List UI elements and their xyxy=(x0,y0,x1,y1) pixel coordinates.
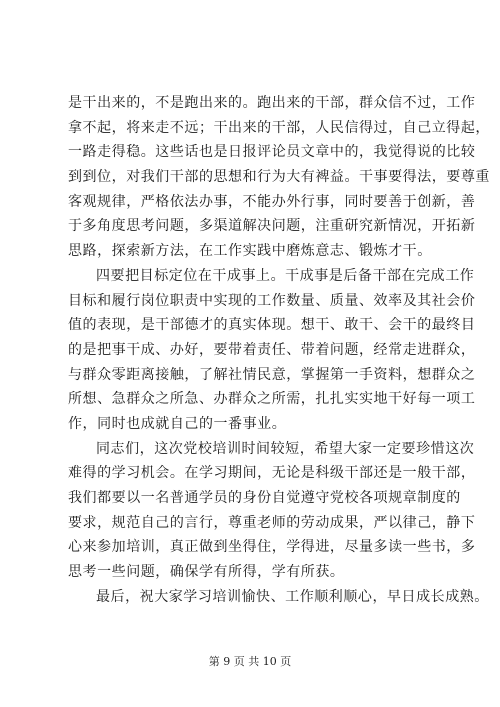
text-line: 思考一些问题，确保学有所得，学有所获。 xyxy=(68,564,345,581)
text-line: 是干出来的，不是跑出来的。跑出来的干部，群众信不过，工作 xyxy=(68,95,476,111)
document-body xyxy=(68,91,490,609)
text-line: 值的表现，是干部德才的真实体现。想干、敢干、会干的最终目 xyxy=(68,317,476,334)
text-line: 拿不起，将来走不远；干出来的干部，人民信得过，自己立得起， xyxy=(68,119,490,136)
text-line: 同志们，这次党校培训时间较短，希望大家一定要珍惜这次 xyxy=(96,440,475,457)
text-line: 思路，探索新方法，在工作实践中磨炼意志、锻炼才干。 xyxy=(68,243,432,260)
text-line: 的是把事干成、办好，要带着责任、带着问题，经常走进群众， xyxy=(68,341,476,358)
page-number-footer: 第 9 页 共 10 页 xyxy=(208,655,292,668)
text-line: 与群众零距离接触，了解社情民意，掌握第一手资料，想群众之 xyxy=(68,366,476,383)
text-line: 要求，规范自己的言行，尊重老师的劳动成果，严以律己，静下 xyxy=(68,514,476,531)
text-line: 最后，祝大家学习培训愉快、工作顺利顺心，早日成长成熟。 xyxy=(96,588,489,605)
paragraph xyxy=(68,585,489,610)
text-line: 到到位，对我们干部的思想和行为大有裨益。干事要得法，要尊重 xyxy=(68,169,490,186)
text-line: 客观规律，严格依法办事，不能办外行事，同时要善于创新，善 xyxy=(68,193,476,210)
paragraph xyxy=(68,91,490,264)
text-line: 于多角度思考问题，多渠道解决问题，注重研究新情况，开拓新 xyxy=(68,218,476,235)
text-line: 目标和履行岗位职责中实现的工作数量、质量、效率及其社会价 xyxy=(68,292,476,309)
text-line: 心来参加培训，真正做到坐得住，学得进，尽量多读一些书，多 xyxy=(68,539,476,556)
text-line: 一路走得稳。这些话也是日报评论员文章中的，我觉得说的比较 xyxy=(68,144,476,161)
text-line: 四要把目标定位在干成事上。干成事是后备干部在完成工作 xyxy=(96,267,475,284)
text-line: 作，同时也成就自己的一番事业。 xyxy=(68,415,287,432)
text-line: 所想、急群众之所急、办群众之所需，扎扎实实地干好每一项工 xyxy=(68,391,476,408)
paragraph xyxy=(68,437,476,585)
text-line: 我们都要以一名普通学员的身份自觉遵守党校各项规章制度的 xyxy=(68,490,461,506)
paragraph xyxy=(68,264,476,437)
text-line: 难得的学习机会。在学习期间，无论是科级干部还是一般干部， xyxy=(68,465,476,482)
